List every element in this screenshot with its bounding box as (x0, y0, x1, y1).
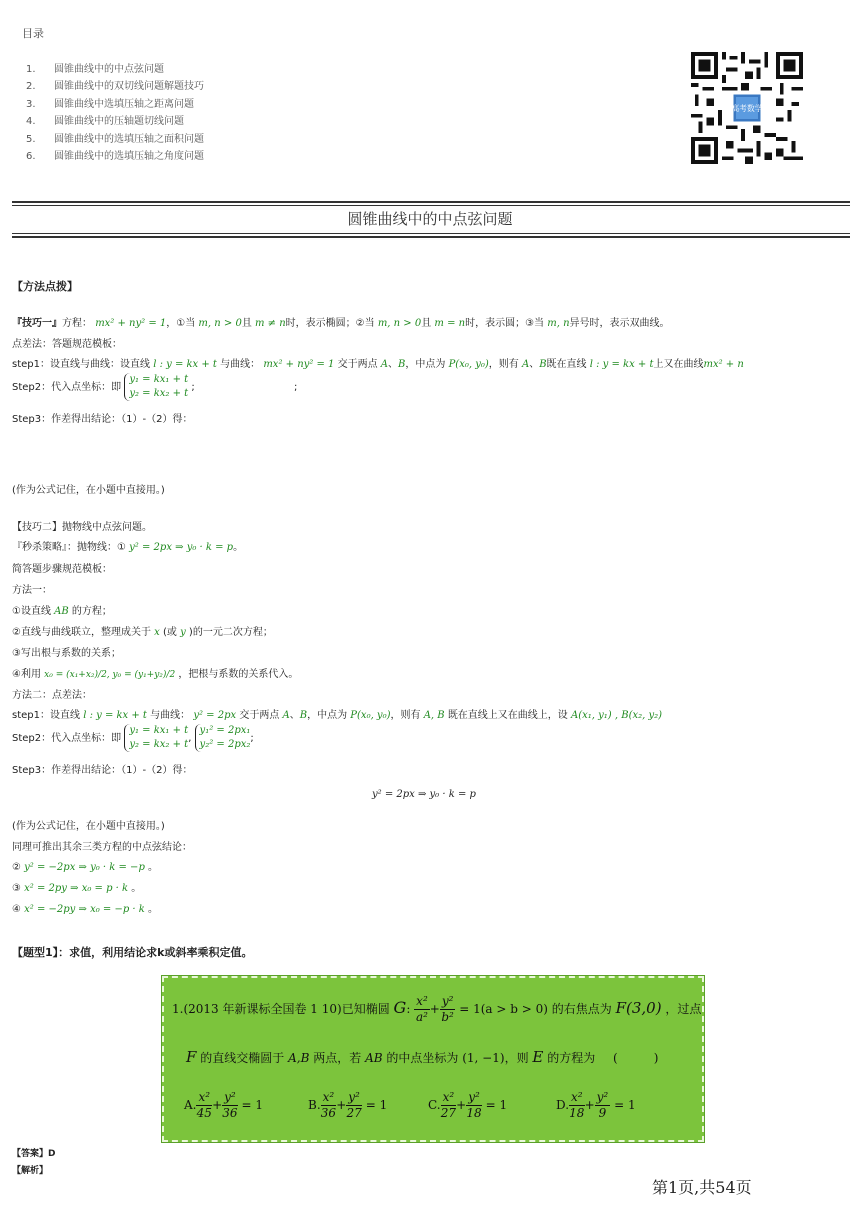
system-lines: y₁ = kx₁ + t y₂ = kx₂ + t (124, 724, 188, 752)
option-a[interactable]: A. $\frac{\text{x²}}{45}$ + $\frac{\text{y²}}{36}$ = 1 (184, 1090, 264, 1120)
others-intro: 同理可推出其余三类方程的中点弦结论： (12, 842, 192, 853)
problem-line1: 1.(2013 年新课标全国卷 1 10)已知椭圆 G: $\frac{\text{x²}}{\text{a²}}$ + $\frac{\text{y²}}{\text{b²}}$ = 1(a > b > 0) 的右焦点为 F(3,0) ，过点 (172, 994, 702, 1024)
parabola-result: y² = 2px ⇒ y₀ · k = p (372, 789, 476, 800)
diff-method-label: 点差法：答题规范模板： (12, 339, 122, 350)
method-heading: 【方法点拨】 (12, 280, 78, 293)
system-parabola: y₁² = 2px₁ y₂² = 2px₂ (195, 724, 251, 752)
step1-line: step1：设直线与曲线：设直线 l : y = kx + t 与曲线： mx² + ny² = 1 交于两点 A、B，中点为 P(x₀, y₀)，则有 A、B既在直线 l : y = kx + t上又在曲线mx² + n (12, 359, 744, 370)
conclusion-2: ② y² = −2px ⇒ y₀ · k = −p 。 (12, 862, 159, 873)
option-c[interactable]: C. $\frac{\text{x²}}{27}$ + $\frac{\text{y²}}{18}$ = 1 (428, 1090, 508, 1120)
qr-logo-text: 高考数学 (731, 104, 763, 114)
method2-step1: step1：设直线 l : y = kx + t 与曲线： y² = 2px 交于两点 A、B，中点为 P(x₀, y₀)，则有 A, B 既在直线上又在曲线上，设 A(x₁, y₁) , B(x₂, y₂) (12, 710, 663, 721)
method1-step4: ④利用 x₀ = (x₁+x₂)/2, y₀ = (y₁+y₂)/2 ，把根与系数的关系代入。 (12, 669, 299, 680)
method2-step3: Step3：作差得出结论：（1）-（2）得： (12, 765, 193, 776)
page-number: 第1页,共54页 (652, 1178, 752, 1197)
step3-line: Step3：作差得出结论：（1）-（2）得： (12, 414, 193, 425)
option-d[interactable]: D. $\frac{\text{x²}}{18}$ + $\frac{\text{y²}}{9}$ = 1 (556, 1090, 636, 1120)
toc-item[interactable]: 5. 圆锥曲线中的选填压轴之面积问题 (26, 133, 204, 145)
note2: (作为公式记住，在小题中直接用。) (12, 821, 165, 832)
conclusion-3: ③ x² = 2py ⇒ x₀ = p · k 。 (12, 883, 142, 894)
toc-item[interactable]: 2. 圆锥曲线中的双切线问题解题技巧 (26, 81, 204, 93)
toc-item[interactable]: 1. 圆锥曲线中的中点弦问题 (26, 64, 164, 75)
problem-line2: F 的直线交椭圆于 A,B 两点，若 AB 的中点坐标为 (1, −1)，则 E 的方程为 ( ) (186, 1048, 659, 1066)
method1-step1: ①设直线 AB 的方程； (12, 606, 112, 617)
analysis-label: 【解析】 (12, 1166, 49, 1176)
option-b[interactable]: B. $\frac{\text{x²}}{36}$ + $\frac{\text{y²}}{27}$ = 1 (308, 1090, 388, 1120)
conclusion-4: ④ x² = −2py ⇒ x₀ = −p · k 。 (12, 904, 159, 915)
method2-label: 方法二：点差法： (12, 690, 92, 701)
toc-list (26, 61, 204, 165)
method1-label: 方法一： (12, 585, 52, 596)
rule-bottom-thin (12, 233, 850, 234)
rule-top-thin (12, 205, 850, 206)
note1: (作为公式记住，在小题中直接用。) (12, 485, 165, 496)
step2-system: y₁ = kx₁ + t y₂ = kx₂ + t (124, 373, 188, 401)
method1-step2: ②直线与曲线联立，整理成关于 x (或 y )的一元二次方程； (12, 627, 273, 638)
toc-item[interactable]: 4. 圆锥曲线中的压轴题切线问题 (26, 116, 184, 128)
toc-title: 目录 (22, 27, 44, 40)
tip1-line: 『技巧一』方程： mx² + ny² = 1，①当 m, n > 0且 m ≠ n时，表示椭圆；②当 m, n > 0且 m = n时，表示圆；③当 m, n异号时，表示双曲线。 (12, 318, 670, 329)
rule-bottom-thick (12, 236, 850, 238)
type1-heading: 【题型1】：求值，利用结论求k或斜率乘积定值。 (12, 946, 253, 959)
tip2-title: 【技巧二】抛物线中点弦问题。 (12, 522, 152, 533)
method1-step3: ③写出根与系数的关系； (12, 648, 121, 659)
toc-item[interactable]: 6. 圆锥曲线中的选填压轴之角度问题 (26, 151, 204, 163)
section-title: 圆锥曲线中的中点弦问题 (347, 210, 513, 228)
method2-step2: Step2：代入点坐标：即 y₁ = kx₁ + t y₂ = kx₂ + t, y₁² = 2px₁ y₂² = 2px₂; (12, 725, 254, 750)
qr-code (690, 52, 804, 164)
step2-line: Step2：代入点坐标：即 y₁ = kx₁ + t y₂ = kx₂ + t ; ; (12, 374, 298, 399)
rule-top-thick (12, 201, 850, 203)
secret-strategy: 『秒杀策略』：抛物线：① y² = 2px ⇒ y₀ · k = p。 (12, 542, 244, 553)
toc-item[interactable]: 3. 圆锥曲线中选填压轴之距离问题 (26, 98, 194, 110)
answer: 【答案】D (12, 1149, 56, 1159)
steps-title: 简答题步骤规范模板： (12, 564, 112, 575)
problem-image (162, 976, 704, 1142)
